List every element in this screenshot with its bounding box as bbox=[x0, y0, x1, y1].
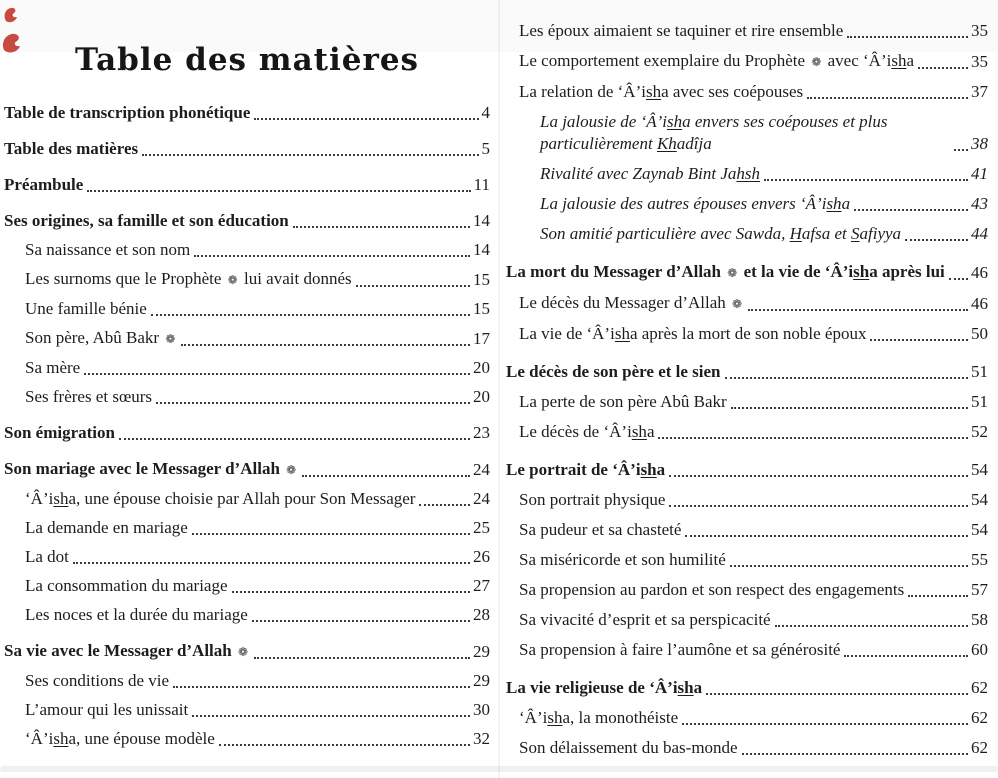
toc-entry bbox=[4, 357, 490, 379]
toc-entry bbox=[506, 459, 988, 481]
toc-entry bbox=[506, 421, 988, 443]
page-number: 43 bbox=[971, 194, 988, 213]
toc-entry bbox=[4, 728, 490, 750]
dotted-leader bbox=[844, 655, 968, 657]
toc-entry-label: Table des matières bbox=[4, 139, 139, 158]
toc-entry-label: La jalousie de ‘Â’isha envers ses coépouses et plus particulièrement Khadîja bbox=[540, 112, 888, 153]
toc-entry bbox=[506, 707, 988, 729]
toc-entry bbox=[4, 102, 490, 124]
dotted-leader bbox=[764, 179, 968, 181]
page-number: 14 bbox=[473, 211, 490, 230]
page-number: 41 bbox=[971, 164, 988, 183]
dotted-leader bbox=[254, 118, 478, 120]
dotted-leader bbox=[419, 504, 470, 506]
honorific-icon: ❁ bbox=[811, 55, 822, 69]
toc-entry bbox=[506, 193, 988, 215]
toc-entry bbox=[506, 81, 988, 103]
toc-entry bbox=[506, 519, 988, 541]
page-number: 54 bbox=[971, 490, 988, 509]
toc-entry-label: La vie de ‘Â’isha après la mort de son noble époux bbox=[519, 324, 867, 343]
page-number: 35 bbox=[971, 21, 988, 40]
toc-entry-label: Sa pudeur et sa chasteté bbox=[519, 520, 682, 539]
page-number: 54 bbox=[971, 520, 988, 539]
toc-entry-label: ‘Â’isha, la monothéiste bbox=[519, 708, 679, 727]
toc-entry bbox=[4, 640, 490, 663]
toc-entry-label: Sa mère bbox=[25, 358, 81, 377]
dotted-leader bbox=[706, 693, 968, 695]
toc-entry bbox=[4, 422, 490, 444]
toc-entry bbox=[4, 327, 490, 350]
toc-entry-label: La consommation du mariage bbox=[25, 576, 228, 595]
page-number: 50 bbox=[971, 324, 988, 343]
scan-bottom-shading bbox=[0, 766, 998, 772]
dotted-leader bbox=[142, 154, 478, 156]
toc-entry bbox=[506, 20, 988, 42]
page-number: 62 bbox=[971, 708, 988, 727]
page-number: 46 bbox=[971, 294, 988, 313]
dotted-leader bbox=[725, 377, 968, 379]
page-number: 15 bbox=[473, 270, 490, 289]
dotted-leader bbox=[173, 686, 470, 688]
dotted-leader bbox=[192, 715, 470, 717]
toc-entry-label: Les époux aimaient se taquiner et rire ensemble bbox=[519, 21, 844, 40]
page-number: 24 bbox=[473, 489, 490, 508]
toc-entry bbox=[506, 579, 988, 601]
dotted-leader bbox=[119, 438, 470, 440]
toc-entry-label: Son délaissement du bas-monde bbox=[519, 738, 738, 757]
page-number: 29 bbox=[473, 671, 490, 690]
page-number: 14 bbox=[473, 240, 490, 259]
page-number: 23 bbox=[473, 423, 490, 442]
toc-entry bbox=[506, 361, 988, 383]
dotted-leader bbox=[252, 620, 470, 622]
page-number: 37 bbox=[971, 82, 988, 101]
toc-entry-label: Table de transcription phonétique bbox=[4, 103, 251, 122]
toc-entry bbox=[506, 163, 988, 185]
toc-entry-label: ‘Â’isha, une épouse modèle bbox=[25, 729, 215, 748]
page-number: 4 bbox=[481, 103, 490, 122]
toc-entry-label: La perte de son père Abû Bakr bbox=[519, 392, 727, 411]
toc-entry-label: La vie religieuse de ‘Â’isha bbox=[506, 678, 703, 697]
toc-entry bbox=[4, 210, 490, 232]
page-number: 15 bbox=[473, 299, 490, 318]
page-number: 44 bbox=[971, 224, 988, 243]
toc-entry bbox=[4, 386, 490, 408]
toc-entry bbox=[506, 639, 988, 661]
toc-entry bbox=[506, 737, 988, 759]
page-number: 24 bbox=[473, 460, 490, 479]
toc-entry-label: Ses conditions de vie bbox=[25, 671, 170, 690]
page-number: 35 bbox=[971, 52, 988, 71]
dotted-leader bbox=[151, 314, 470, 316]
dotted-leader bbox=[219, 744, 470, 746]
page-number: 20 bbox=[473, 358, 490, 377]
toc-entry-label: La jalousie des autres épouses envers ‘Â’isha bbox=[540, 194, 851, 213]
page-number: 52 bbox=[971, 422, 988, 441]
toc-entry-label: ‘Â’isha, une épouse choisie par Allah pour Son Messager bbox=[25, 489, 416, 508]
toc-entry bbox=[4, 298, 490, 320]
page-fold-line bbox=[498, 0, 500, 778]
toc-entry-label: Sa miséricorde et son humilité bbox=[519, 550, 726, 569]
toc-entry bbox=[4, 458, 490, 481]
page-number: 55 bbox=[971, 550, 988, 569]
toc-entry-label: Sa propension au pardon et son respect des engagements bbox=[519, 580, 905, 599]
dotted-leader bbox=[293, 226, 470, 228]
page-number: 62 bbox=[971, 738, 988, 757]
toc-entry-label: Son père, Abû Bakr ❁ bbox=[25, 328, 176, 347]
toc-entry-label: Rivalité avec Zaynab Bint Jahsh bbox=[540, 164, 761, 183]
toc-entry bbox=[506, 489, 988, 511]
page-number: 25 bbox=[473, 518, 490, 537]
toc-entry-label: Ses frères et sœurs bbox=[25, 387, 152, 406]
dotted-leader bbox=[254, 657, 470, 659]
dotted-leader bbox=[949, 278, 968, 280]
dotted-leader bbox=[194, 255, 470, 257]
honorific-icon: ❁ bbox=[732, 297, 743, 311]
toc-entry bbox=[4, 268, 490, 291]
dotted-leader bbox=[685, 535, 968, 537]
dotted-leader bbox=[73, 562, 470, 564]
toc-left-column bbox=[4, 0, 490, 750]
toc-entry bbox=[506, 223, 988, 245]
honorific-icon: ❁ bbox=[286, 463, 297, 477]
toc-entry-label: Le décès du Messager d’Allah ❁ bbox=[519, 293, 743, 312]
toc-entry-label: Une famille bénie bbox=[25, 299, 147, 318]
dotted-leader bbox=[870, 339, 968, 341]
page-number: 28 bbox=[473, 605, 490, 624]
toc-entry-label: Sa vivacité d’esprit et sa perspicacité bbox=[519, 610, 771, 629]
page-number: 60 bbox=[971, 640, 988, 659]
page-number: 57 bbox=[971, 580, 988, 599]
page-number: 20 bbox=[473, 387, 490, 406]
toc-entry bbox=[506, 549, 988, 571]
honorific-icon: ❁ bbox=[165, 332, 176, 346]
toc-entry-label: Le décès de ‘Â’isha bbox=[519, 422, 655, 441]
toc-entry bbox=[4, 575, 490, 597]
page-title: Table des matières bbox=[74, 42, 419, 78]
toc-entry-label: La dot bbox=[25, 547, 69, 566]
page-number: 58 bbox=[971, 610, 988, 629]
toc-entry-label: La demande en mariage bbox=[25, 518, 188, 537]
toc-entry-label: Ses origines, sa famille et son éducation bbox=[4, 211, 289, 230]
dotted-leader bbox=[682, 723, 968, 725]
dotted-leader bbox=[854, 209, 968, 211]
toc-entry-label: Son amitié particulière avec Sawda, Hafsa et Safiyya bbox=[540, 224, 902, 243]
dotted-leader bbox=[908, 595, 968, 597]
honorific-icon: ❁ bbox=[227, 273, 238, 287]
page-number: 30 bbox=[473, 700, 490, 719]
page-number: 46 bbox=[971, 263, 988, 282]
dotted-leader bbox=[918, 67, 968, 69]
dotted-leader bbox=[356, 285, 470, 287]
page-number: 51 bbox=[971, 362, 988, 381]
page-number: 62 bbox=[971, 678, 988, 697]
dotted-leader bbox=[905, 239, 968, 241]
toc-entry bbox=[506, 50, 988, 73]
toc-entry bbox=[4, 699, 490, 721]
honorific-icon: ❁ bbox=[727, 266, 738, 280]
toc-entry-label: Son portrait physique bbox=[519, 490, 666, 509]
dotted-leader bbox=[302, 475, 470, 477]
toc-entry bbox=[506, 292, 988, 315]
page-number: 51 bbox=[971, 392, 988, 411]
toc-entry bbox=[4, 138, 490, 160]
toc-entry bbox=[4, 174, 490, 196]
toc-entry-label: Sa naissance et son nom bbox=[25, 240, 191, 259]
toc-entry-label: Le comportement exemplaire du Prophète ❁ avec ‘Â’isha bbox=[519, 51, 915, 70]
toc-entry-label: Les noces et la durée du mariage bbox=[25, 605, 248, 624]
dotted-leader bbox=[807, 97, 968, 99]
dotted-leader bbox=[748, 309, 968, 311]
honorific-icon: ❁ bbox=[237, 645, 249, 659]
dotted-leader bbox=[669, 475, 968, 477]
toc-entry-label: Son mariage avec le Messager d’Allah ❁ bbox=[4, 459, 297, 478]
dotted-leader bbox=[730, 565, 968, 567]
toc-entry bbox=[4, 239, 490, 261]
toc-entry bbox=[506, 111, 988, 155]
toc-entry-label: La mort du Messager d’Allah ❁ et la vie de ‘Â’isha après lui bbox=[506, 262, 945, 281]
toc-entry bbox=[4, 517, 490, 539]
toc-entry bbox=[506, 391, 988, 413]
toc-entry-label: Préambule bbox=[4, 175, 84, 194]
toc-entry bbox=[506, 261, 988, 284]
page-number: 38 bbox=[971, 134, 988, 153]
dotted-leader bbox=[658, 437, 968, 439]
dotted-leader bbox=[84, 373, 470, 375]
dotted-leader bbox=[192, 533, 470, 535]
toc-entry-label: Le portrait de ‘Â’isha bbox=[506, 460, 666, 479]
dotted-leader bbox=[742, 753, 968, 755]
toc-left-rows bbox=[4, 102, 490, 750]
dotted-leader bbox=[232, 591, 470, 593]
dotted-leader bbox=[87, 190, 470, 192]
page-number: 5 bbox=[481, 139, 490, 158]
page-number: 17 bbox=[473, 329, 490, 348]
toc-entry-label: L’amour qui les unissait bbox=[25, 700, 189, 719]
toc-entry bbox=[506, 677, 988, 699]
toc-entry bbox=[4, 604, 490, 626]
toc-entry bbox=[4, 488, 490, 510]
dotted-leader bbox=[156, 402, 470, 404]
page-number: 27 bbox=[473, 576, 490, 595]
toc-entry bbox=[506, 323, 988, 345]
page-number: 26 bbox=[473, 547, 490, 566]
toc-right-rows bbox=[506, 20, 988, 759]
toc-entry-label: Son émigration bbox=[4, 423, 115, 442]
page-number: 29 bbox=[473, 642, 490, 661]
toc-entry-label: Les surnoms que le Prophète ❁ lui avait donnés bbox=[25, 269, 352, 288]
toc-entry bbox=[506, 609, 988, 631]
toc-entry-label: La relation de ‘Â’isha avec ses coépouses bbox=[519, 82, 804, 101]
dotted-leader bbox=[954, 149, 968, 151]
page-number: 54 bbox=[971, 460, 988, 479]
dotted-leader bbox=[181, 344, 470, 346]
toc-entry-label: Sa vie avec le Messager d’Allah ❁ bbox=[4, 641, 249, 660]
dotted-leader bbox=[669, 505, 968, 507]
dotted-leader bbox=[775, 625, 968, 627]
toc-entry-label: Le décès de son père et le sien bbox=[506, 362, 721, 381]
toc-entry-label: Sa propension à faire l’aumône et sa générosité bbox=[519, 640, 841, 659]
page-number: 11 bbox=[473, 175, 490, 194]
dotted-leader bbox=[731, 407, 968, 409]
dotted-leader bbox=[847, 36, 968, 38]
toc-right-column bbox=[506, 0, 988, 759]
toc-entry bbox=[4, 670, 490, 692]
page-number: 32 bbox=[473, 729, 490, 748]
toc-entry bbox=[4, 546, 490, 568]
